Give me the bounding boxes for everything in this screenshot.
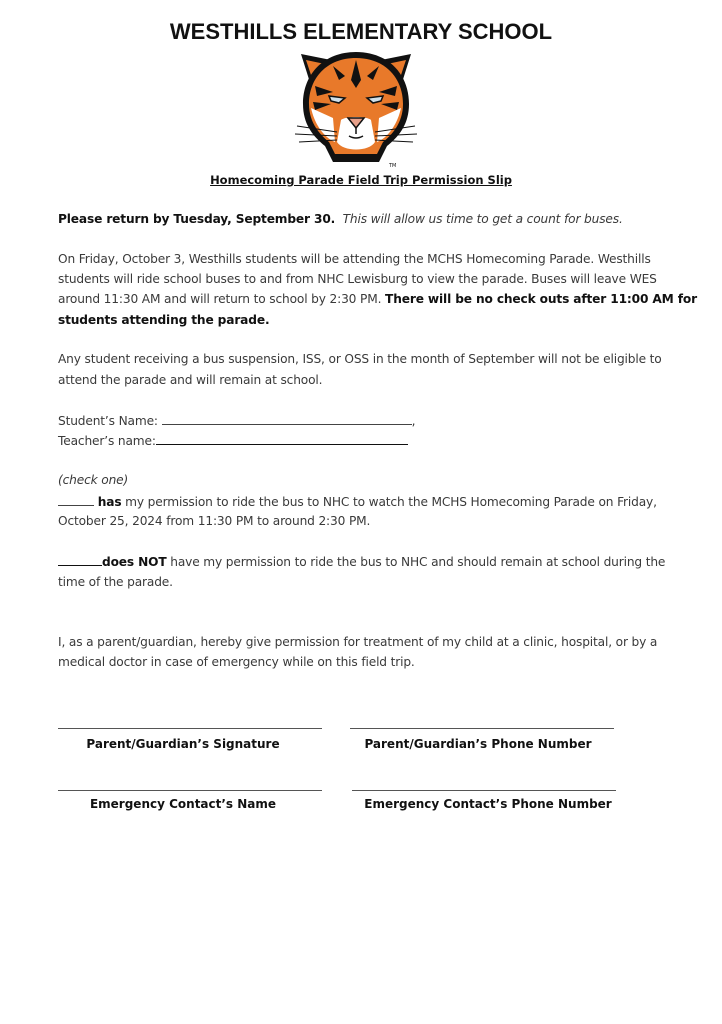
checkout-warning: There will be no check outs after 11:00 AM for [385, 292, 697, 306]
emergency-name-label: Emergency Contact’s Name [89, 797, 277, 811]
has-permission-line: October 25, 2024 from 11:30 PM to around 2:30 PM. [58, 514, 371, 528]
details-line: students will ride school buses to and from NHC Lewisburg to view the parade. Buses will leave WES [58, 272, 657, 286]
emergency-phone-label: Emergency Contact’s Phone Number [364, 797, 612, 811]
student-name-field[interactable] [162, 413, 412, 425]
medical-consent-line: medical doctor in case of emergency while on this field trip. [58, 655, 415, 669]
check-one-instruction [58, 473, 128, 487]
no-permission-option [58, 554, 665, 569]
return-notice [58, 212, 623, 226]
check-one-text: (check one) [58, 473, 129, 487]
parent-phone-label: Parent/Guardian’s Phone Number [364, 737, 592, 751]
eligibility-line: Any student receiving a bus suspension, ISS, or OSS in the month of September will not be eligible to [58, 352, 662, 366]
student-name-suffix: , [411, 414, 416, 428]
return-deadline: Please return by Tuesday, September 30. [58, 212, 336, 226]
details-line [58, 313, 269, 327]
details-line: On Friday, October 3, Westhills students will be attending the MCHS Homecoming Parade. Westhills [58, 252, 651, 266]
has-permission-option [58, 494, 657, 509]
has-permission-text: my permission to ride the bus to NHC to watch the MCHS Homecoming Parade on Friday, [121, 495, 657, 509]
has-label: has [97, 495, 122, 509]
medical-consent-line: I, as a parent/guardian, hereby give permission for treatment of my child at a clinic, hospital, or by a [58, 635, 658, 649]
emergency-phone-line[interactable] [352, 790, 616, 791]
no-permission-checkbox-blank[interactable] [58, 554, 102, 566]
no-permission-line: time of the parade. [58, 575, 173, 589]
student-name-row [58, 413, 415, 428]
student-name-label: Student’s Name: [58, 414, 162, 428]
teacher-name-label: Teacher’s name: [58, 434, 156, 448]
school-name: WESTHILLS ELEMENTARY SCHOOL [169, 19, 553, 44]
teacher-name-field[interactable] [156, 433, 408, 445]
trademark-symbol: TM [389, 163, 397, 168]
teacher-name-row [58, 433, 408, 448]
details-line [58, 292, 697, 306]
has-permission-checkbox-blank[interactable] [58, 494, 94, 506]
tiger-mascot-logo [293, 46, 419, 168]
emergency-name-line[interactable] [58, 790, 322, 791]
details-text: around 11:30 AM and will return to school by 2:30 PM. [58, 292, 386, 306]
parent-signature-label: Parent/Guardian’s Signature [86, 737, 280, 751]
checkout-warning: students attending the parade. [58, 313, 270, 327]
parent-signature-line[interactable] [58, 728, 322, 729]
no-permission-text: have my permission to ride the bus to NHC and should remain at school during the [166, 555, 666, 569]
return-reason: This will allow us time to get a count for buses. [342, 212, 623, 226]
document-subtitle: Homecoming Parade Field Trip Permission Slip [210, 173, 512, 187]
does-not-label: does NOT [102, 555, 167, 569]
parent-phone-line[interactable] [350, 728, 614, 729]
eligibility-line: attend the parade and will remain at school. [58, 373, 323, 387]
